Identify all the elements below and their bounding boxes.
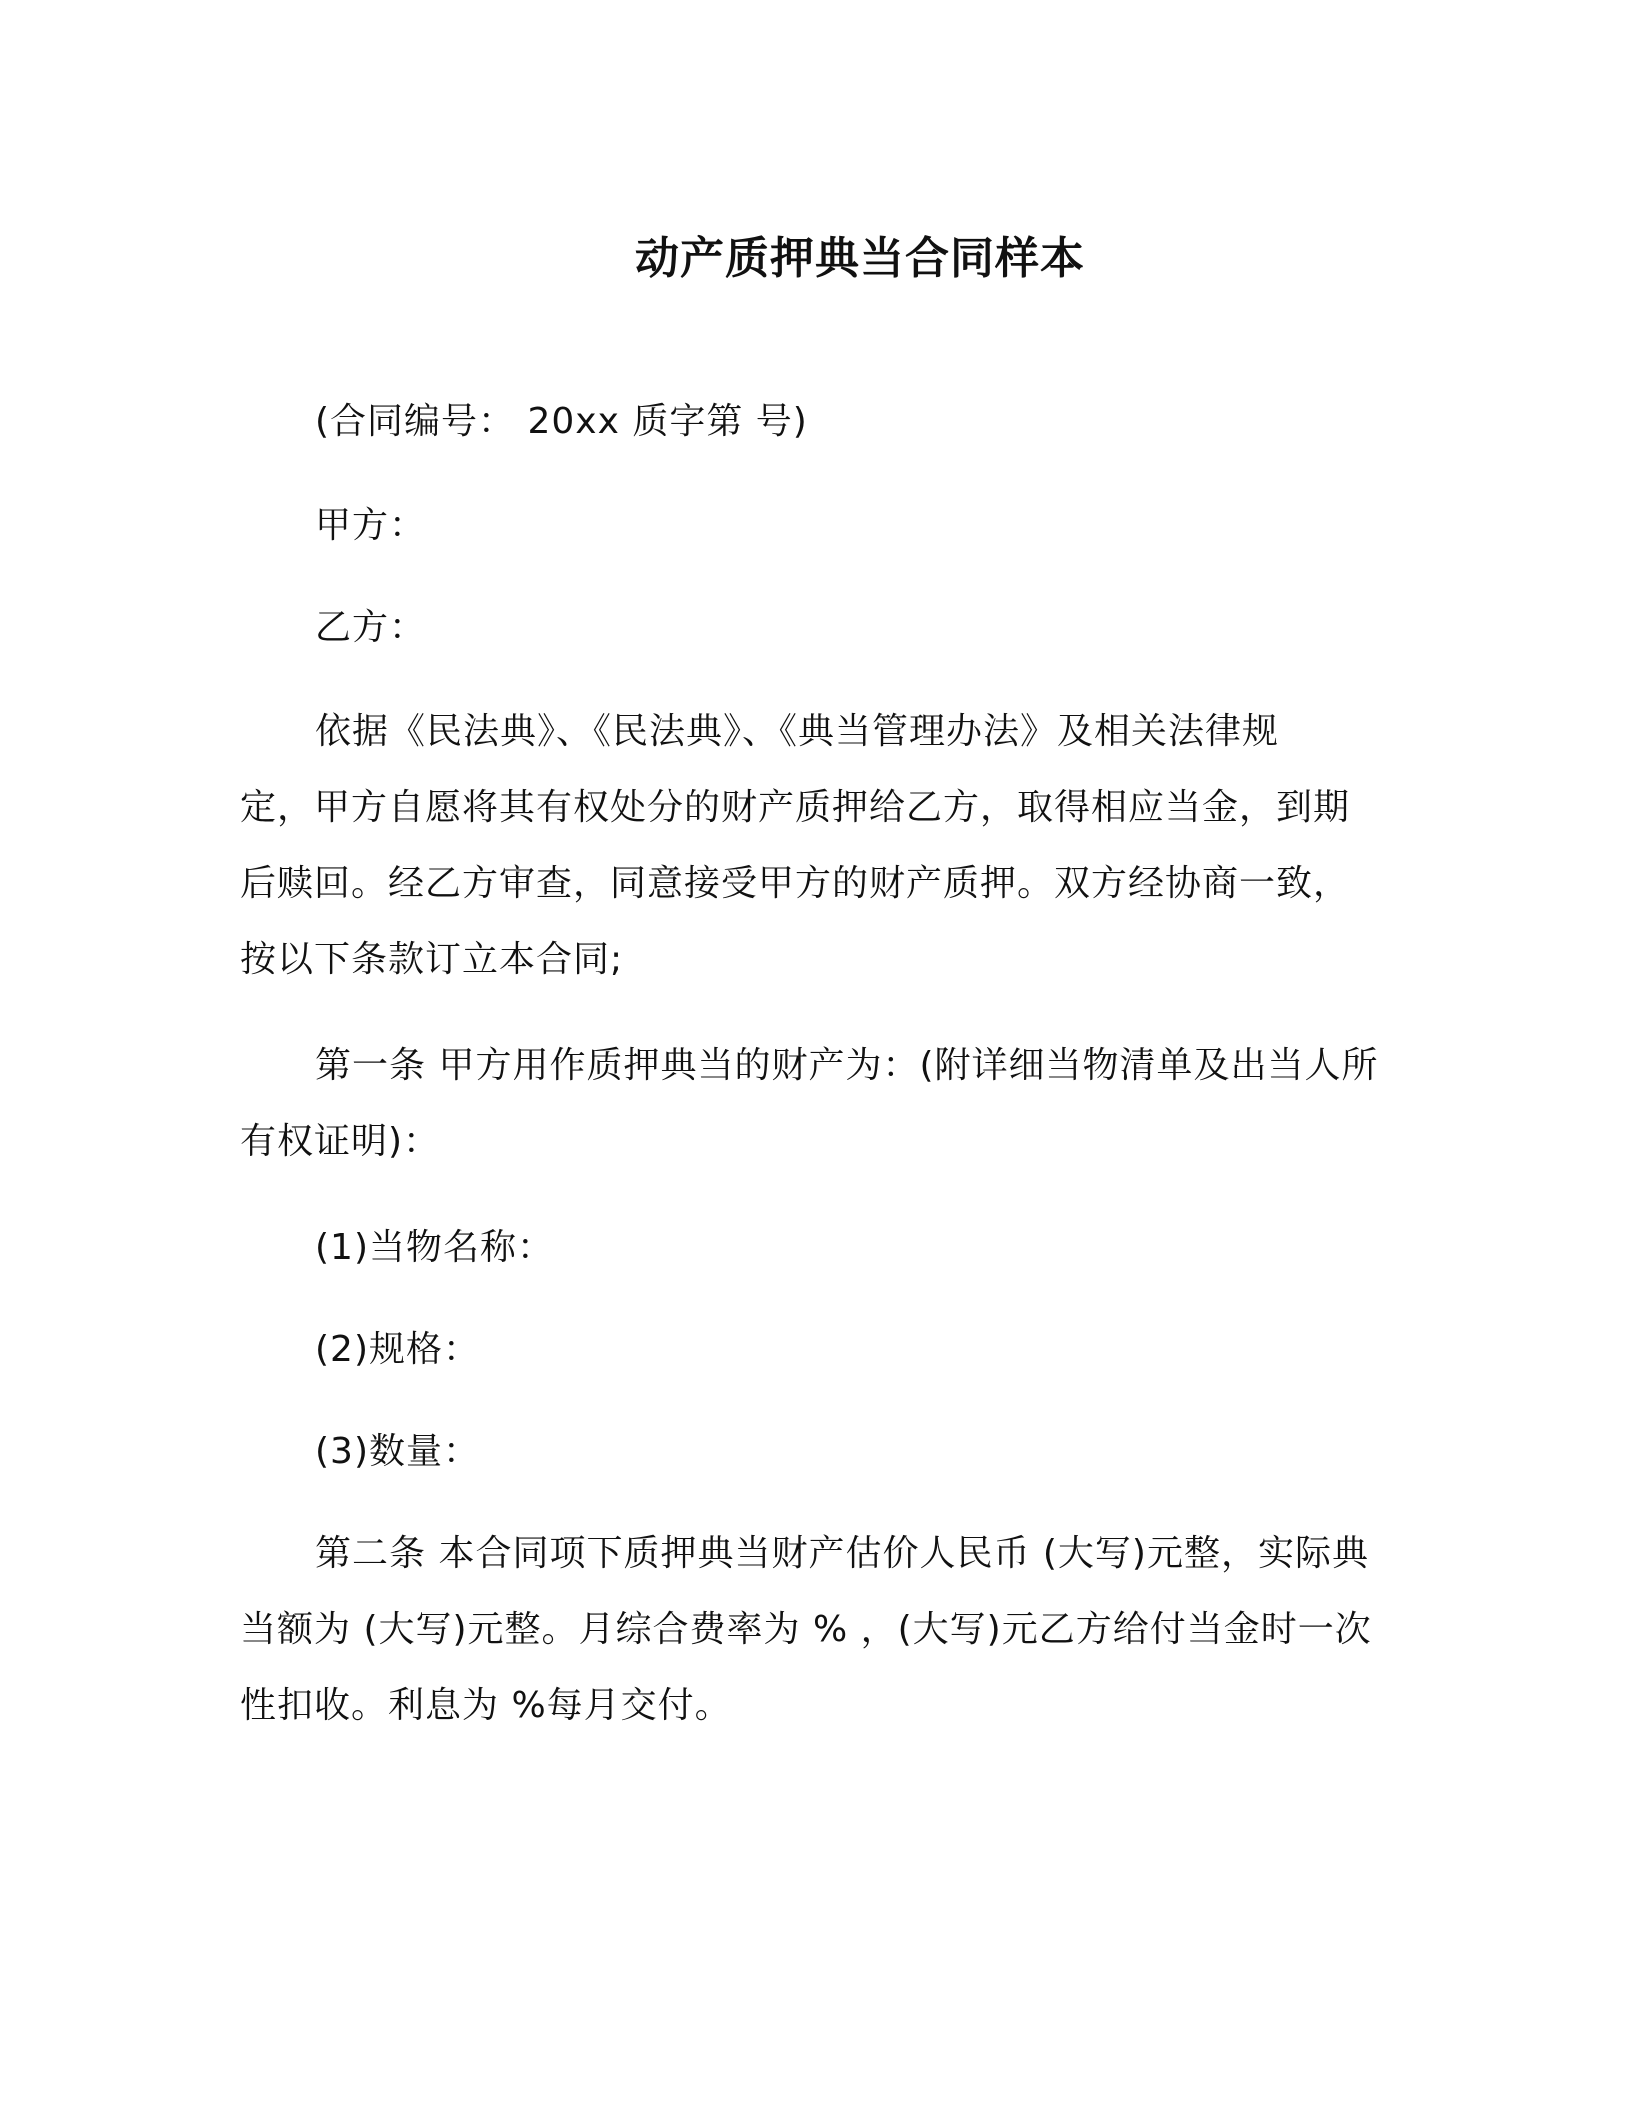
party-b <box>240 590 1370 666</box>
item-3-label: (3)数量： <box>315 1431 480 1472</box>
article-1 <box>240 1028 1379 1180</box>
contract-number <box>240 384 1370 460</box>
article-2 <box>240 1516 1370 1744</box>
intro-line-3: 后赎回。经乙方审查，同意接受甲方的财产质押。双方经协商一致， <box>240 863 1351 904</box>
document-title: 动产质押典当合同样本 <box>635 233 1085 284</box>
article-2-line-1: 第二条 本合同项下质押典当财产估价人民币 (大写)元整，实际典 <box>315 1533 1369 1574</box>
party-b-label: 乙方： <box>315 607 427 648</box>
intro-line-2: 定，甲方自愿将其有权处分的财产质押给乙方，取得相应当金，到期 <box>240 787 1351 828</box>
intro-paragraph <box>240 694 1370 998</box>
article-1-line-1: 第一条 甲方用作质押典当的财产为：(附详细当物清单及出当人所 <box>315 1045 1379 1086</box>
article-2-line-2: 当额为 (大写)元整。月综合费率为 % ，(大写)元乙方给付当金时一次 <box>240 1609 1372 1650</box>
intro-line-4: 按以下条款订立本合同; <box>240 939 624 980</box>
intro-line-1: 依据《民法典》、《民法典》、《典当管理办法》及相关法律规 <box>315 711 1280 752</box>
contract-number-text: (合同编号： 20xx 质字第 号) <box>315 401 808 442</box>
article-2-line-3: 性扣收。利息为 %每月交付。 <box>240 1685 732 1726</box>
item-1 <box>240 1210 1370 1286</box>
item-2 <box>240 1312 1370 1388</box>
article-1-line-2: 有权证明)： <box>240 1121 441 1162</box>
party-a-label: 甲方： <box>315 505 427 546</box>
item-3 <box>240 1414 1370 1490</box>
item-1-label: (1)当物名称： <box>315 1227 554 1268</box>
party-a <box>240 488 1370 564</box>
item-2-label: (2)规格： <box>315 1329 480 1370</box>
